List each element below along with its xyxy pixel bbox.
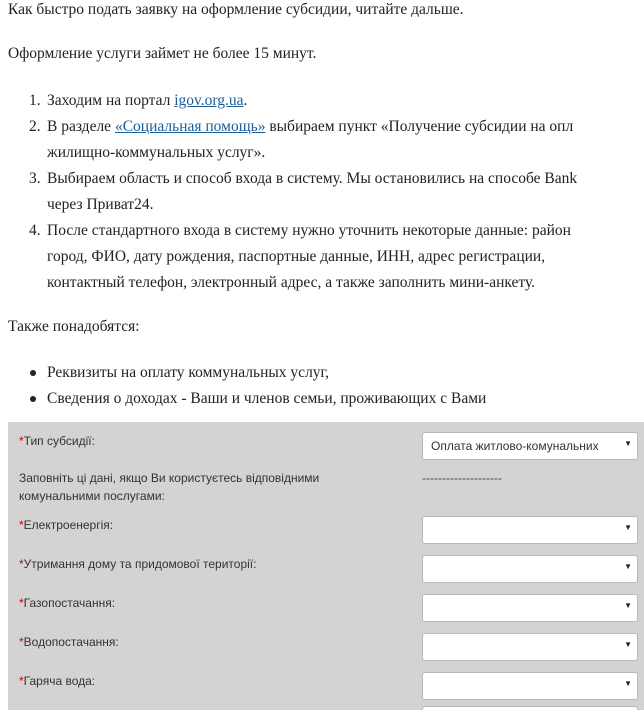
- bullet-icon: [30, 396, 36, 402]
- hint-separator: --------------------: [422, 471, 502, 485]
- also-needed-text: Также понадобятся:: [8, 318, 140, 335]
- chevron-down-icon: ▼: [624, 640, 632, 649]
- gas-select[interactable]: [422, 594, 638, 622]
- intro-text: Как быстро подать заявку на оформление субсидии, читайте дальше.: [8, 1, 464, 18]
- list-item: Сведения о доходах - Ваши и членов семьи, проживающих с Вами: [47, 386, 486, 412]
- water-label: *Водопостачання:: [19, 635, 119, 649]
- next-select-partial[interactable]: [422, 706, 638, 710]
- maintenance-label: *Утримання дому та придомової території:: [19, 557, 257, 571]
- gas-label: *Газопостачання:: [19, 596, 116, 610]
- list-item: Реквизиты на оплату коммунальных услуг,: [47, 360, 486, 386]
- chevron-down-icon: ▼: [624, 523, 632, 532]
- needs-list: [0, 360, 486, 412]
- subsidy-type-select[interactable]: Оплата житлово-комунальних ▼: [422, 432, 638, 460]
- maintenance-select[interactable]: [422, 555, 638, 583]
- igov-link[interactable]: igov.org.ua: [174, 92, 244, 109]
- steps-list: [0, 88, 644, 296]
- hint-text: Заповніть ці дані, якщо Ви користуєтесь відповідними комунальними послугами:: [19, 471, 320, 503]
- chevron-down-icon: ▼: [624, 562, 632, 571]
- electricity-select[interactable]: [422, 516, 638, 544]
- chevron-down-icon: ▼: [624, 679, 632, 688]
- hot-water-label: *Гаряча вода:: [19, 674, 96, 688]
- social-help-link[interactable]: «Социальная помощь»: [114, 118, 266, 135]
- subsidy-type-label: *Тип субсидії:: [19, 434, 95, 448]
- chevron-down-icon: ▼: [624, 601, 632, 610]
- list-item: 3. Выбираем область и способ входа в систему. Мы остановились на способе Bank через Приват24.: [29, 170, 578, 213]
- hot-water-select[interactable]: [422, 672, 638, 700]
- electricity-label: *Електроенергія:: [19, 518, 114, 532]
- list-item: 2. В разделе «Социальная помощь» выбираем пункт «Получение субсидии на опл жилищно-коммунальных услуг».: [29, 118, 574, 161]
- chevron-down-icon: ▼: [624, 439, 632, 448]
- subsidy-form: [8, 422, 644, 710]
- bullet-icon: [30, 370, 36, 376]
- water-select[interactable]: [422, 633, 638, 661]
- list-item: 1. Заходим на портал igov.org.ua.: [29, 92, 248, 109]
- list-item: 4. После стандартного входа в систему нужно уточнить некоторые данные: район город, ФИО, дату рождения, паспортные данные, ИНН, адрес регистрации, контактный телефон, электронный адрес, а также заполнить мини-анкету.: [29, 222, 571, 291]
- duration-text: Оформление услуги займет не более 15 минут.: [8, 45, 317, 62]
